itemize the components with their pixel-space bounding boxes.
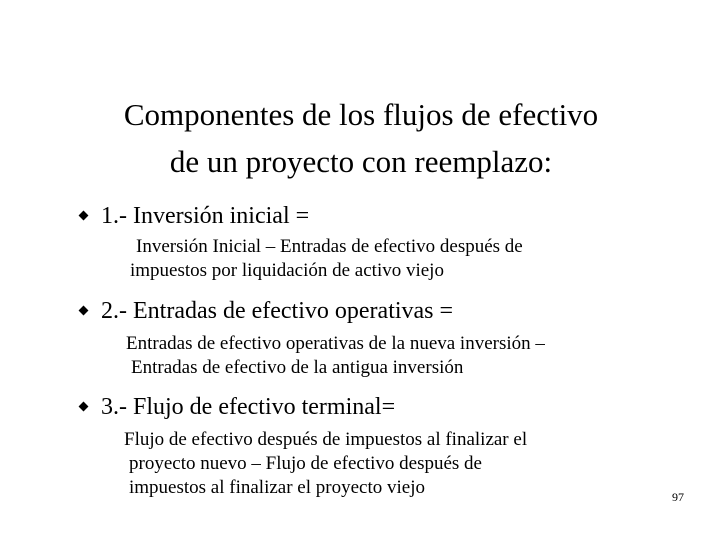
diamond-bullet-icon	[79, 402, 89, 412]
bullet-body-line: proyecto nuevo – Flujo de efectivo después de	[129, 453, 482, 474]
bullet-body-line: Entradas de efectivo operativas de la nueva inversión –	[126, 333, 545, 354]
bullet-body-line: impuestos al finalizar el proyecto viejo	[129, 477, 425, 498]
diamond-bullet-icon	[79, 211, 89, 221]
bullet-item-operating-inflows	[80, 296, 700, 378]
bullet-body	[126, 332, 545, 380]
bullet-item-initial-investment	[80, 201, 700, 281]
slide-title	[0, 91, 720, 185]
bullet-heading-row	[80, 296, 700, 326]
bullet-body-line: impuestos por liquidación de activo viejo	[130, 260, 444, 281]
bullet-body-line: Inversión Inicial – Entradas de efectivo después de	[136, 236, 523, 257]
bullet-heading: 1.- Inversión inicial =	[101, 203, 310, 229]
bullet-heading-row	[80, 201, 700, 231]
bullet-body	[124, 428, 527, 500]
bullet-body	[130, 235, 523, 283]
bullet-body-line: Flujo de efectivo después de impuestos al finalizar el	[124, 429, 528, 450]
slide-title-line: de un proyecto con reemplazo:	[169, 144, 553, 179]
slide-title-line: Componentes de los flujos de efectivo	[123, 97, 599, 132]
bullet-heading: 2.- Entradas de efectivo operativas =	[101, 298, 454, 324]
bullet-body-line: Entradas de efectivo de la antigua inversión	[131, 357, 464, 378]
page-number: 97	[672, 490, 684, 504]
bullet-heading: 3.- Flujo de efectivo terminal=	[101, 394, 396, 420]
diamond-bullet-icon	[79, 306, 89, 316]
bullet-heading-row	[80, 392, 700, 422]
